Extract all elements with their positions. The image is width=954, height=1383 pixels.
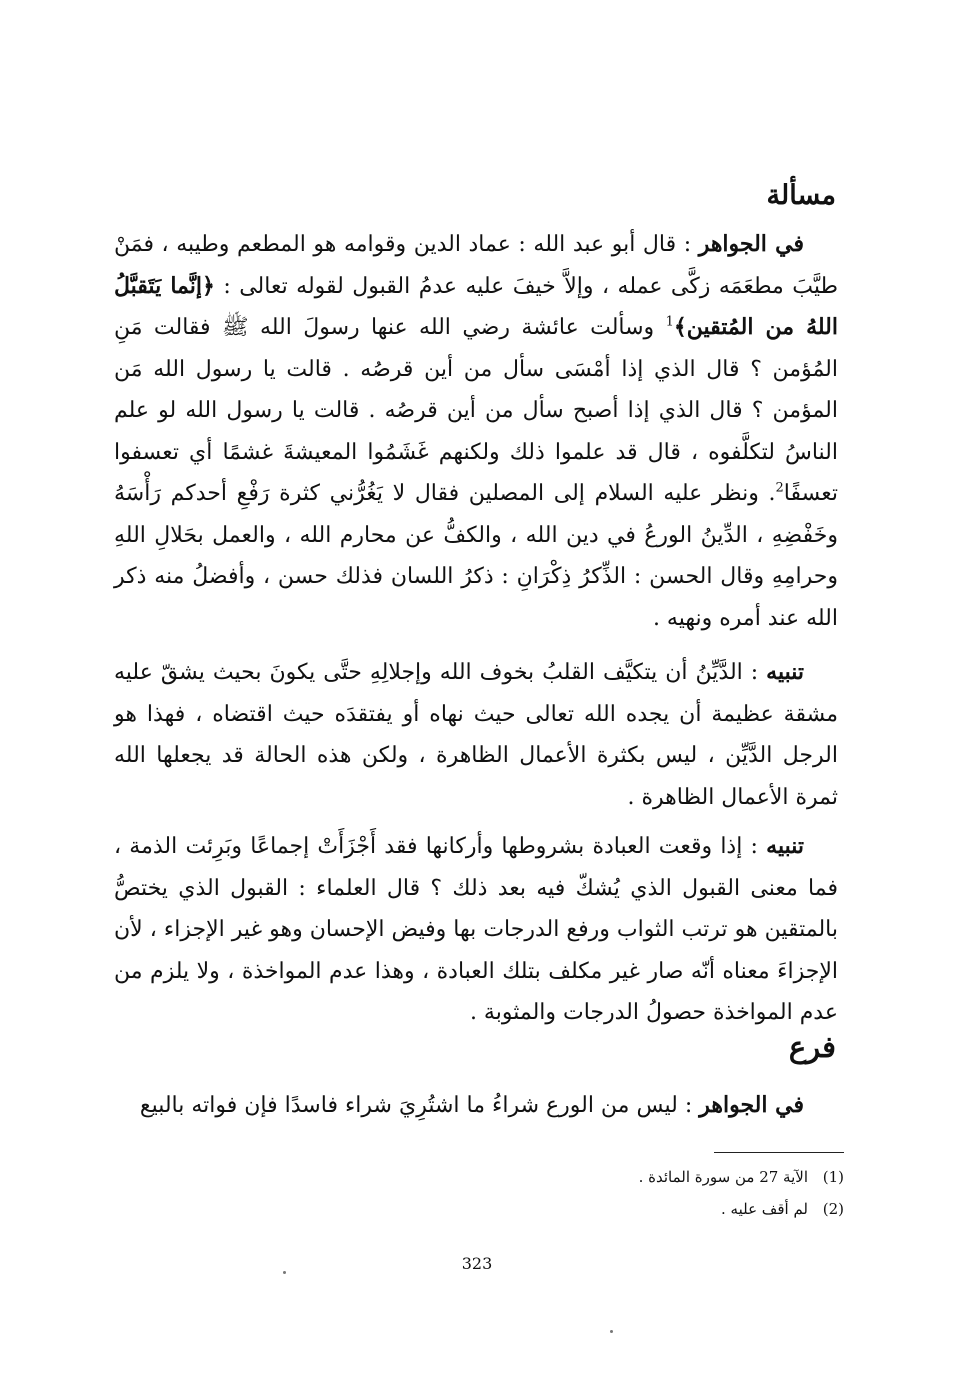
paragraph-note [114, 652, 838, 818]
page-number: 323 [461, 1254, 493, 1273]
paragraph-text: . ونظر عليه السلام إلى المصلين فقال لا يَغُرُّني كثرة رَفْعِ أحدكم رَأْسَهُ وخَفْضِهِ ، الدِّينُ الورعُ في دين الله ، والكفُّ عن محارم الله ، والعمل بحَلالِ اللهِ وحرامِهِ وقال الحسن : الذِّكرُ ذِكْرَانِ : ذكرُ اللسان فذلك حسن ، وأفضلُ منه ذكر الله عند أمره ونهيه . [114, 481, 838, 631]
paragraph-text: : الدَّيِّنُ أن يتكيَّف القلبُ بخوف الله وإجلالِهِ حتَّى يكونَ بحيث يشقّ عليه مشقة عظيمة أن يجده الله تعالى حيث نهاه أو يفتقدَه حيث اقتضاه ، فهذا هو الرجل الدَّيِّن ، ليس بكثرة الأعمال الظاهرة ، ولكن هذه الحالة قد يجعلها الله ثمرة الأعمال الظاهرة . [114, 660, 838, 810]
paragraph-lead: تنبيه [766, 833, 804, 859]
subsection-heading: فرع [788, 1030, 836, 1064]
paragraph-text: : قال أبو عبد الله : عماد الدين وقوامه هو المطعم وطيبه ، فمَنْ طيَّبَ مطعَمَه زكَّى عمله ، وإلاَّ خيفَ عليه عدمُ القبول لقوله تعالى : [114, 232, 838, 299]
footnote-number: (1) [822, 1168, 844, 1186]
quran-verse: ﴿إنَّما يَتَقبَّلُ اللهُ من المُتقين﴾ [114, 272, 838, 340]
paragraph-main [114, 224, 838, 639]
paragraph-lead: في الجواهر [699, 1092, 804, 1118]
scan-speck [610, 1330, 613, 1333]
footnote-ref[interactable]: 2 [775, 480, 784, 496]
paragraph-text: وسألت عائشة رضي الله عنها رسولَ الله ﷺ فقالت مَنِ المُؤمن ؟ قال الذي إذا أمْسَى سأل من أين قرصُه . قالت يا رسول الله مَن المؤمن ؟ قال الذي إذا أصبح سأل من أين قرصُه . قالت يا رسول الله لو علم الناسُ لتكلَّفوه ، قال قد علموا ذلك ولكنهم غَشَمُوا المعيشةَ غشمًا أي تعسفوا تعسفًا [114, 315, 838, 506]
paragraph-lead: تنبيه [766, 659, 805, 685]
footnote-text: الآية 27 من سورة المائدة . [638, 1168, 808, 1186]
section-heading: مسألة [766, 180, 836, 211]
footnote [721, 1199, 844, 1219]
paragraph-lead: في الجواهر [698, 231, 805, 257]
paragraph-text: : إذا وقعت العبادة بشروطها وأركانها فقد أَجْزَأَتْ إجماعًا وبَرِئت الذمة ، فما معنى القبول الذي يُشكّ فيه بعد ذلك ؟ قال العلماء : القبول الذي يختصُّ بالمتقين هو ترتب الثواب ورفع الدرجات بها وفيض الإحسان وهو غير الإجزاء ، لأن الإجزاءَ معناه أنّه صار غير مكلف بتلك العبادة ، وهذا عدم المواخذة ، ولا يلزم من عدم المواخذة حصولُ الدرجات والمثوبة . [114, 834, 838, 1025]
paragraph-note [114, 826, 838, 1034]
footnote-number: (2) [822, 1200, 844, 1218]
footnote-divider [714, 1152, 844, 1153]
footnote [639, 1167, 844, 1187]
paragraph-text: : ليس من الورع شراءُ ما اشتُرِيَ شراء فاسدًا فإن فواته بالبيع [139, 1093, 700, 1118]
scan-speck [283, 1271, 286, 1274]
footnote-text: لم أقف عليه . [721, 1200, 808, 1218]
paragraph-branch [114, 1085, 838, 1127]
footnote-ref[interactable]: 1 [665, 314, 674, 330]
